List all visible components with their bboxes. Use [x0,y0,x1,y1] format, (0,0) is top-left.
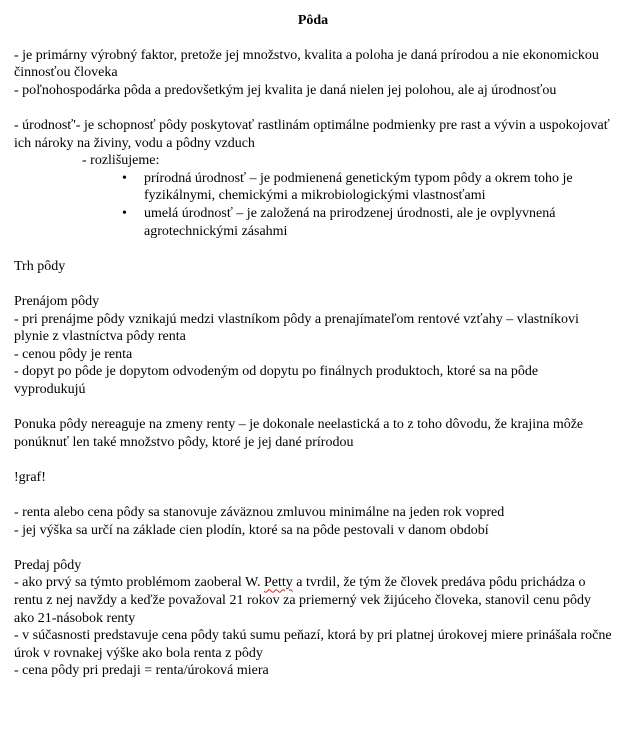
bullet-prirodna-urodnost: • prírodná úrodnosť – je podmienená genetickým typom pôdy a okrem toho je fyzikálnymi, chemickými a mikrobiologickými vlastnosťami [144,170,612,205]
predaj-line-3: - cena pôdy pri predaji = renta/úroková miera [14,663,269,679]
intro-line-1: - je primárny výrobný faktor, pretože jej množstvo, kvalita a poloha je daná prírodou a nie ekonomickou činnosťou človeka [14,47,599,81]
spacer [14,275,612,293]
prenajom-line-2: - cenou pôdy je renta [14,346,133,362]
spacer [14,486,612,504]
prenajom-line-1: - pri prenájme pôdy vznikajú medzi vlastníkom pôdy a prenajímateľom rentové vzťahy – vlastníkovi plynie z vlastníctva pôdy renta [14,311,579,345]
trh-heading: Trh pôdy [14,258,66,274]
spacer [14,99,612,117]
predaj-line-2: - v súčasnosti predstavuje cena pôdy takú sumu peňazí, ktorá by pri platnej úrokovej miere prinášala ročne úrok v rovnakej výške ako bola renta z pôdy [14,628,612,661]
predaj-line-1-before: - ako prvý sa týmto problémom zaoberal W. [14,575,264,591]
ponuka-paragraph: Ponuka pôdy nereaguje na zmeny renty – je dokonale neelastická a to z toho dôvodu, že krajina môže ponúknuť len také množstvo pôdy, ktoré je jej dané prírodou [14,417,584,450]
intro-line-2: - poľnohospodárka pôda a predovšetkým jej kvalita je daná nielen jej polohou, ale aj úrodnosťou [14,82,557,98]
urodnost-bullet-list [14,170,612,240]
bullet-umela-urodnost: • umelá úrodnosť – je založená na prirodzenej úrodnosti, ale je ovplyvnená agrotechnickými zásahmi [144,205,612,240]
renta-line-2: - jej výška sa určí na základe cien plodín, ktoré sa na pôde pestovali v danom období [14,522,489,538]
prenajom-heading: Prenájom pôdy [14,293,100,309]
predaj-line-1-after: a tvrdil, že tým že človek predáva pôdu prichádza o rentu z nej navždy a keďže považoval 21 rokov za priemerný vek žijúceho človeka, stanovil cenu pôdy ako 21-násobok renty [14,575,591,626]
graf-placeholder: !graf! [14,469,46,485]
spellcheck-word-petty: Petty [264,575,293,591]
predaj-line-1 [14,574,612,627]
spacer [14,398,612,416]
renta-line-1: - renta alebo cena pôdy sa stanovuje záväznou zmluvou minimálne na jeden rok vopred [14,505,505,521]
spacer [14,240,612,258]
page-title: Pôda [297,13,329,28]
spacer [14,451,612,469]
urodnost-definition: - úrodnosť'- je schopnosť pôdy poskytovať rastlinám optimálne podmienky pre rast a vývin a uspokojovať ich nároky na živiny, vodu a pôdny vzduch [14,117,610,151]
predaj-heading: Predaj pôdy [14,557,82,573]
rozlisujeme-label: - rozlišujeme: [82,153,160,169]
spacer [14,539,612,557]
prenajom-line-3: - dopyt po pôde je dopytom odvodeným od dopytu po finálnych produktoch, ktoré sa na pôde vyprodukujú [14,364,539,397]
